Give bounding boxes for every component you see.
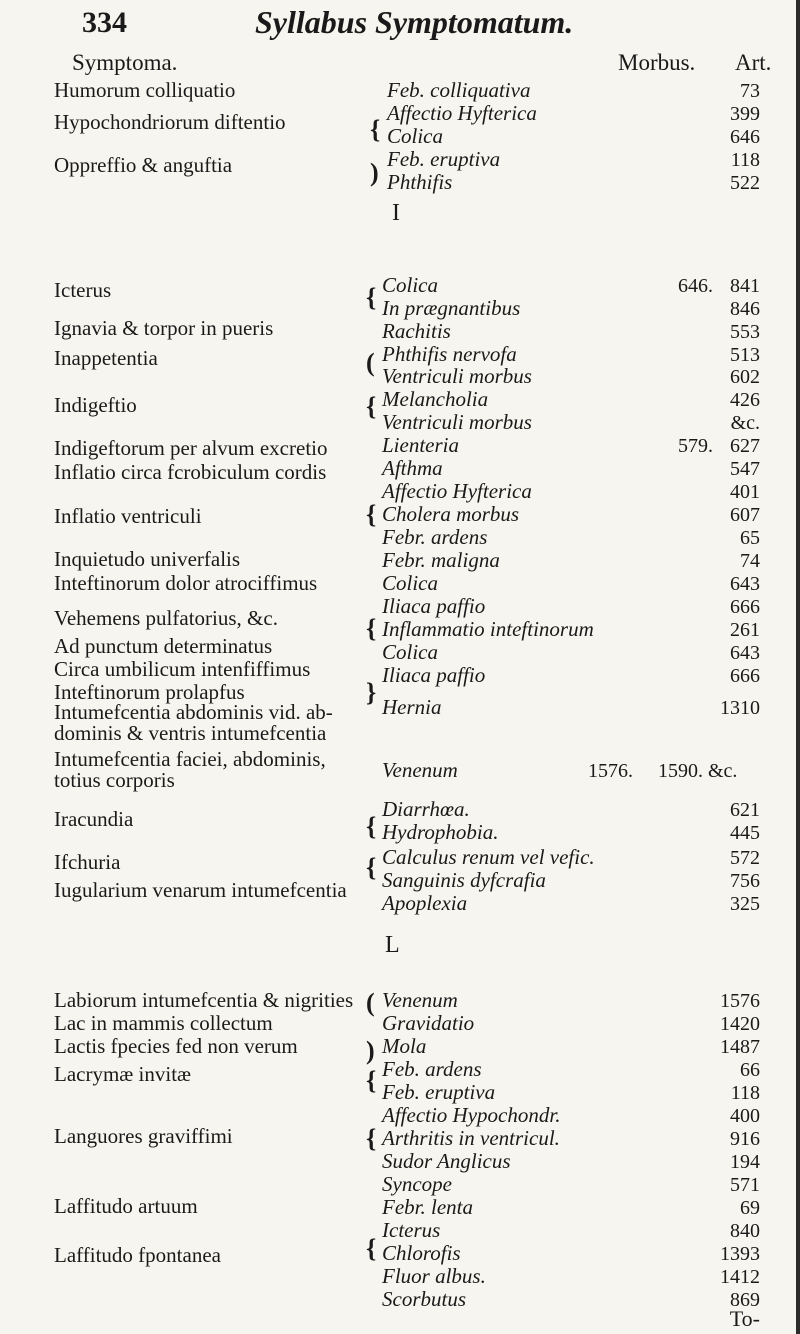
symptom-entry: dominis & ventris intumefcentia — [54, 721, 327, 745]
cross-reference: 646. — [678, 275, 713, 297]
article-number: 1412 — [720, 1266, 760, 1288]
symptom-entry: Vehemens pulfatorius, &c. — [54, 606, 278, 630]
symptom-entry: Iracundia — [54, 807, 134, 831]
article-number: 841 — [730, 275, 760, 297]
article-number: 401 — [730, 481, 760, 503]
disease-entry: Cholera morbus — [382, 502, 520, 526]
disease-entry: Sudor Anglicus — [382, 1149, 511, 1173]
column-header-symptom: Symptoma. — [72, 50, 178, 75]
article-number: 73 — [740, 80, 760, 102]
article-number: 547 — [730, 458, 760, 480]
symptom-entry: Ignavia & torpor in pueris — [54, 316, 274, 340]
disease-entry: Melancholia — [382, 387, 489, 411]
article-number: 522 — [730, 172, 760, 194]
symptom-entry: Inteftinorum dolor atrociffimus — [54, 571, 318, 595]
disease-entry: Scorbutus — [382, 1287, 466, 1311]
article-number: 1393 — [720, 1243, 760, 1265]
article-number: 445 — [730, 822, 760, 844]
section-letter-i: I — [392, 200, 400, 226]
symptom-entry: Lactis fpecies fed non verum — [54, 1034, 298, 1058]
disease-entry: Feb. colliquativa — [387, 78, 531, 102]
article-number: 1487 — [720, 1036, 760, 1058]
article-number: 65 — [740, 527, 760, 549]
symptom-entry: Inflatio ventriculi — [54, 504, 202, 528]
column-header-morbus: Morbus. — [618, 50, 696, 75]
article-number: 118 — [730, 149, 760, 171]
article-number: 325 — [730, 893, 760, 915]
disease-entry: In prægnantibus — [382, 296, 521, 320]
disease-entry: Phthifis nervofa — [382, 342, 517, 366]
disease-entry: Affectio Hyfterica — [382, 479, 532, 503]
article-number: 627 — [730, 435, 760, 457]
disease-entry: Hydrophobia. — [382, 820, 499, 844]
article-number: 572 — [730, 847, 760, 869]
symptom-entry: Languores graviffimi — [54, 1124, 233, 1148]
brace: ) — [366, 1036, 375, 1065]
disease-entry: Syncope — [382, 1172, 452, 1196]
disease-entry: Fluor albus. — [382, 1264, 486, 1288]
disease-entry: Phthifis — [387, 170, 453, 194]
article-number: 643 — [730, 573, 760, 595]
symptom-entry: Indigeftio — [54, 393, 137, 417]
brace: { — [366, 283, 377, 312]
symptom-entry: Icterus — [54, 278, 112, 302]
symptom-entry: Inappetentia — [54, 346, 158, 370]
article-number: 1420 — [720, 1013, 760, 1035]
page-number: 334 — [82, 6, 127, 39]
disease-entry: Feb. eruptiva — [387, 147, 501, 171]
article-number: 118 — [730, 1082, 760, 1104]
article-number: 666 — [730, 596, 760, 618]
disease-entry: Colica — [387, 124, 443, 148]
article-number: 916 — [730, 1128, 760, 1150]
disease-entry: Mola — [382, 1034, 427, 1058]
disease-entry: Feb. ardens — [382, 1057, 482, 1081]
article-number: 1310 — [720, 697, 760, 719]
article-number: 602 — [730, 366, 760, 388]
article-number: 607 — [730, 504, 760, 526]
cross-reference: 579. — [678, 435, 713, 457]
disease-entry: Venenum — [382, 988, 458, 1012]
article-number: 66 — [740, 1059, 760, 1081]
column-header-art: Art. — [735, 50, 772, 75]
article-number: 646 — [730, 126, 760, 148]
disease-entry: Iliaca paffio — [382, 663, 486, 687]
disease-entry: Lienteria — [382, 433, 459, 457]
brace: { — [366, 1124, 377, 1153]
article-number: 756 — [730, 870, 760, 892]
article-number: 571 — [730, 1174, 760, 1196]
symptom-entry: totius corporis — [54, 768, 175, 792]
disease-entry: Gravidatio — [382, 1011, 475, 1035]
brace: } — [366, 678, 377, 707]
article-number: 400 — [730, 1105, 760, 1127]
article-number: 261 — [730, 619, 760, 641]
disease-entry: Colica — [382, 273, 438, 297]
article-number: 840 — [730, 1220, 760, 1242]
symptom-entry: Hypochondriorum diftentio — [54, 110, 286, 134]
symptom-entry: Inflatio circa fcrobiculum cordis — [54, 460, 327, 484]
disease-entry: Ventriculi morbus — [382, 364, 532, 388]
symptom-entry: Ad punctum determinatus — [54, 634, 273, 658]
brace: { — [366, 1066, 377, 1095]
symptom-entry: Inteftinorum prolapfus — [54, 680, 245, 704]
disease-entry: Chlorofis — [382, 1241, 461, 1265]
running-title: Syllabus Symptomatum. — [255, 4, 574, 40]
article-number: 399 — [730, 103, 760, 125]
disease-entry: Iliaca paffio — [382, 594, 486, 618]
article-number: 1576 — [720, 990, 760, 1012]
article-number: 194 — [730, 1151, 760, 1173]
cross-reference: 1576. — [588, 760, 633, 782]
symptom-entry: Laffitudo artuum — [54, 1194, 198, 1218]
brace: { — [366, 392, 377, 421]
disease-entry: Affectio Hypochondr. — [382, 1103, 561, 1127]
article-number: 869 — [730, 1289, 760, 1311]
brace: { — [366, 812, 377, 841]
symptom-entry: Oppreffio & anguftia — [54, 153, 233, 177]
symptom-entry: Laffitudo fpontanea — [54, 1243, 221, 1267]
article-number: 621 — [730, 799, 760, 821]
disease-entry: Sanguinis dyfcrafia — [382, 868, 546, 892]
disease-entry: Ventriculi morbus — [382, 410, 532, 434]
symptom-entry: Inquietudo univerfalis — [54, 547, 241, 571]
disease-entry: Inflammatio inteftinorum — [382, 617, 594, 641]
article-number: 426 — [730, 389, 760, 411]
disease-entry: Febr. ardens — [382, 525, 488, 549]
disease-entry: Afthma — [382, 456, 443, 480]
article-number: 553 — [730, 321, 760, 343]
brace: { — [366, 1234, 377, 1263]
section-letter-l: L — [385, 932, 400, 958]
brace: { — [366, 500, 377, 529]
article-number: 513 — [730, 344, 760, 366]
disease-entry: Apoplexia — [382, 891, 468, 915]
cross-reference: 1590. &c. — [658, 760, 738, 782]
article-number: 69 — [740, 1197, 760, 1219]
article-number: 666 — [730, 665, 760, 687]
disease-entry: Venenum — [382, 758, 458, 782]
symptom-entry: Labiorum intumefcentia & nigrities — [54, 988, 354, 1012]
brace: { — [366, 614, 377, 643]
disease-entry: Rachitis — [382, 319, 451, 343]
brace: ) — [370, 158, 379, 187]
disease-entry: Arthritis in ventricul. — [382, 1126, 560, 1150]
brace: ( — [366, 988, 375, 1017]
symptom-entry: Iugularium venarum intumefcentia — [54, 878, 347, 902]
symptom-entry: Lac in mammis collectum — [54, 1011, 273, 1035]
symptom-entry: Humorum colliquatio — [54, 78, 236, 102]
disease-entry: Feb. eruptiva — [382, 1080, 496, 1104]
disease-entry: Diarrhœa. — [382, 797, 470, 821]
disease-entry: Colica — [382, 640, 438, 664]
brace: { — [370, 115, 381, 144]
symptom-entry: Indigeftorum per alvum excretio — [54, 436, 328, 460]
catchword: To- — [729, 1306, 760, 1331]
symptom-entry: Lacrymæ invitæ — [54, 1062, 192, 1086]
disease-entry: Colica — [382, 571, 438, 595]
article-number: 846 — [730, 298, 760, 320]
symptom-entry: Circa umbilicum intenfiffimus — [54, 657, 311, 681]
brace: { — [366, 853, 377, 882]
symptom-entry: Intumefcentia abdominis vid. ab- — [54, 700, 333, 724]
page-edge-rule — [796, 0, 800, 1334]
symptom-entry: Ifchuria — [54, 850, 121, 874]
disease-entry: Affectio Hyfterica — [387, 101, 537, 125]
article-number: 74 — [740, 550, 760, 572]
disease-entry: Icterus — [382, 1218, 441, 1242]
symptom-entry: Intumefcentia faciei, abdominis, — [54, 747, 326, 771]
disease-entry: Febr. maligna — [382, 548, 500, 572]
article-number: 643 — [730, 642, 760, 664]
disease-entry: Febr. lenta — [382, 1195, 473, 1219]
article-number: &c. — [730, 412, 760, 434]
disease-entry: Hernia — [382, 695, 442, 719]
disease-entry: Calculus renum vel vefic. — [382, 845, 595, 869]
brace: ( — [366, 348, 375, 377]
